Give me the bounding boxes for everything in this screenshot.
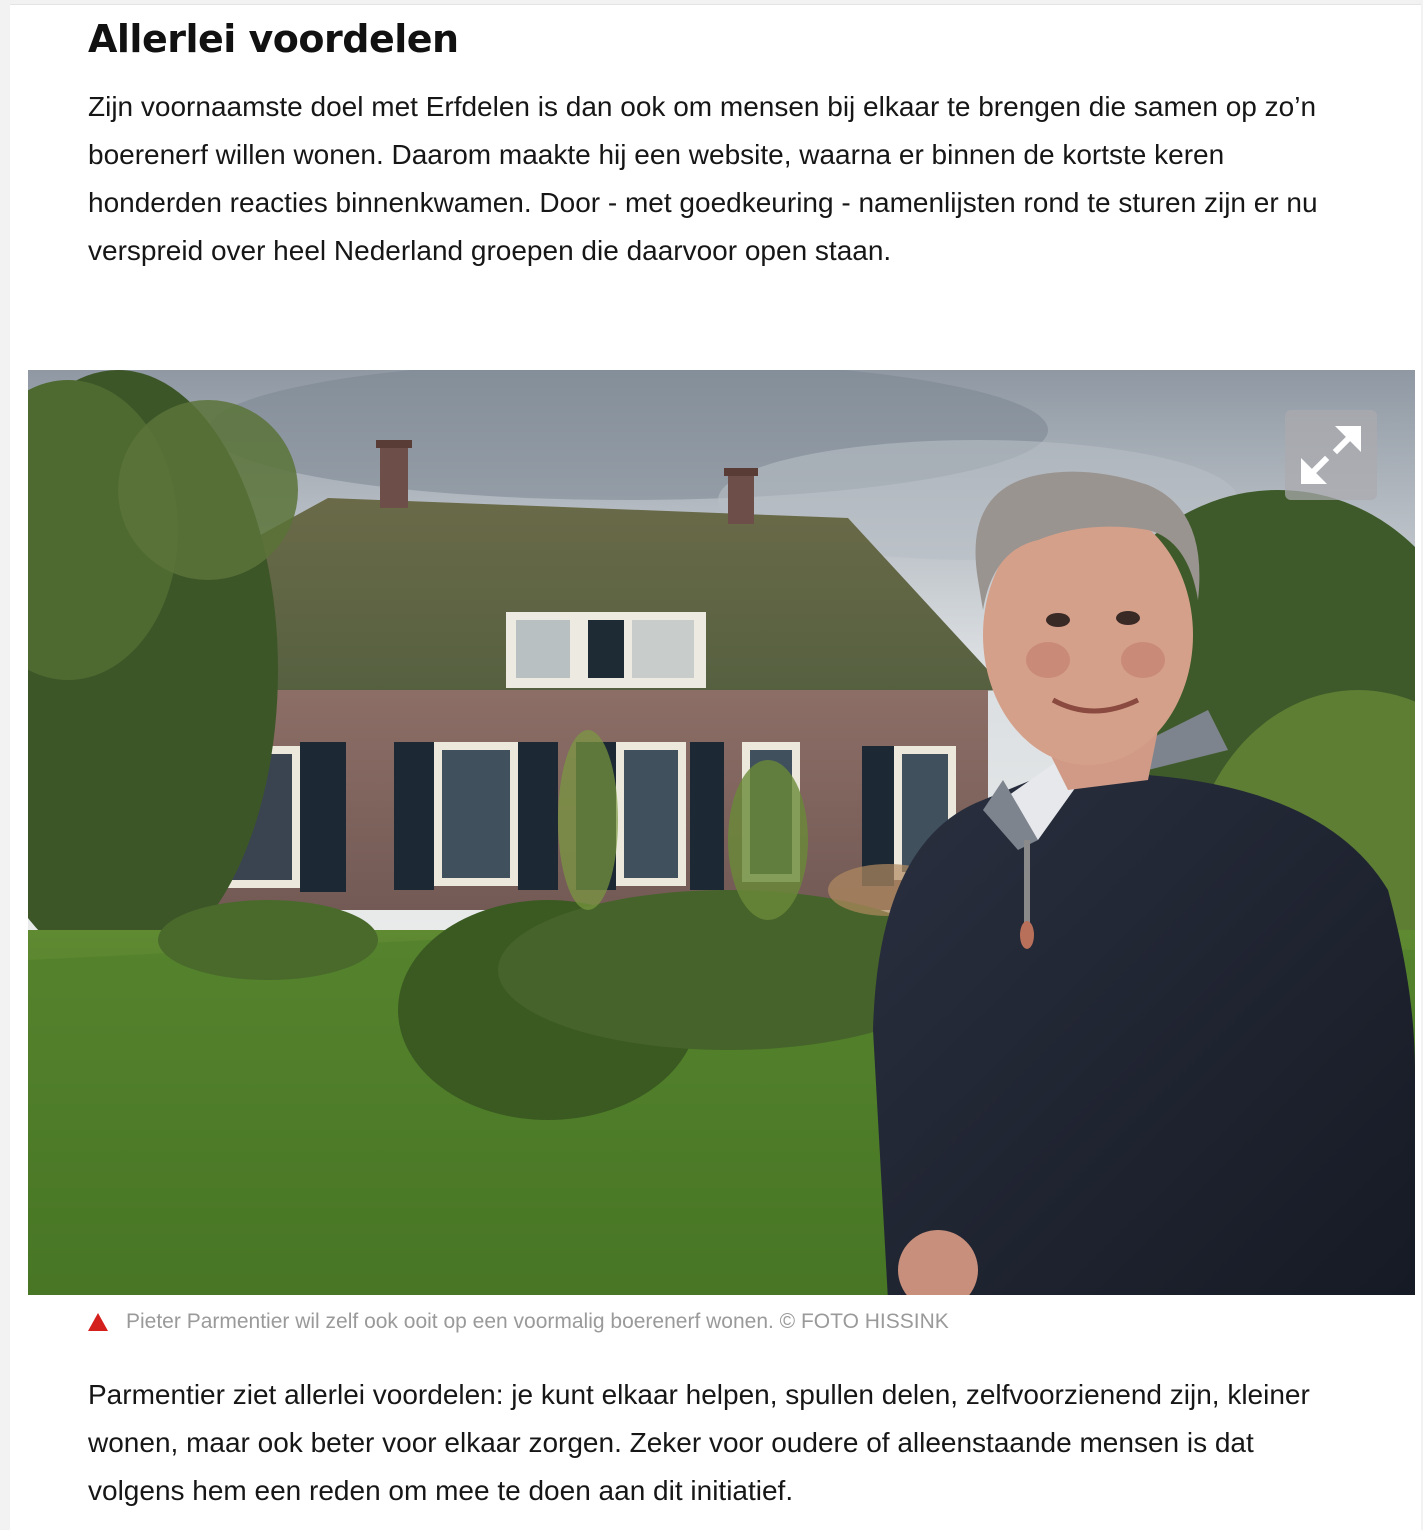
- article-paragraph: Parmentier ziet allerlei voordelen: je kunt elkaar helpen, spullen delen, zelfvoorzienend zijn, kleiner wonen, maar ook beter voor elkaar zorgen. Zeker voor oudere of alleenstaande mensen is dat volgens hem een reden om mee te doen aan dit initiatief.: [88, 1379, 1310, 1506]
- article-page: [10, 4, 1421, 1530]
- photo-caption-text: Pieter Parmentier wil zelf ook ooit op een voormalig boerenerf wonen. © FOTO HISSINK: [126, 1310, 949, 1333]
- article-photo[interactable]: [28, 370, 1415, 1295]
- photo-caption: [88, 1307, 949, 1337]
- article-paragraph: Zijn voornaamste doel met Erfdelen is dan ook om mensen bij elkaar te brengen die samen op zo’n boerenerf willen wonen. Daarom maakte hij een website, waarna er binnen de kortste keren honderden reacties binnenkwamen. Door - met goedkeuring - namenlijsten rond te sturen zijn er nu verspreid over heel Nederland groepen die daarvoor open staan.: [88, 91, 1318, 266]
- section-heading: Allerlei voordelen: [88, 17, 459, 61]
- expand-photo-button[interactable]: [1285, 410, 1377, 500]
- photo-illustration: [28, 370, 1415, 1295]
- red-triangle-icon: [88, 1313, 108, 1331]
- expand-arrows-icon: [1285, 410, 1377, 500]
